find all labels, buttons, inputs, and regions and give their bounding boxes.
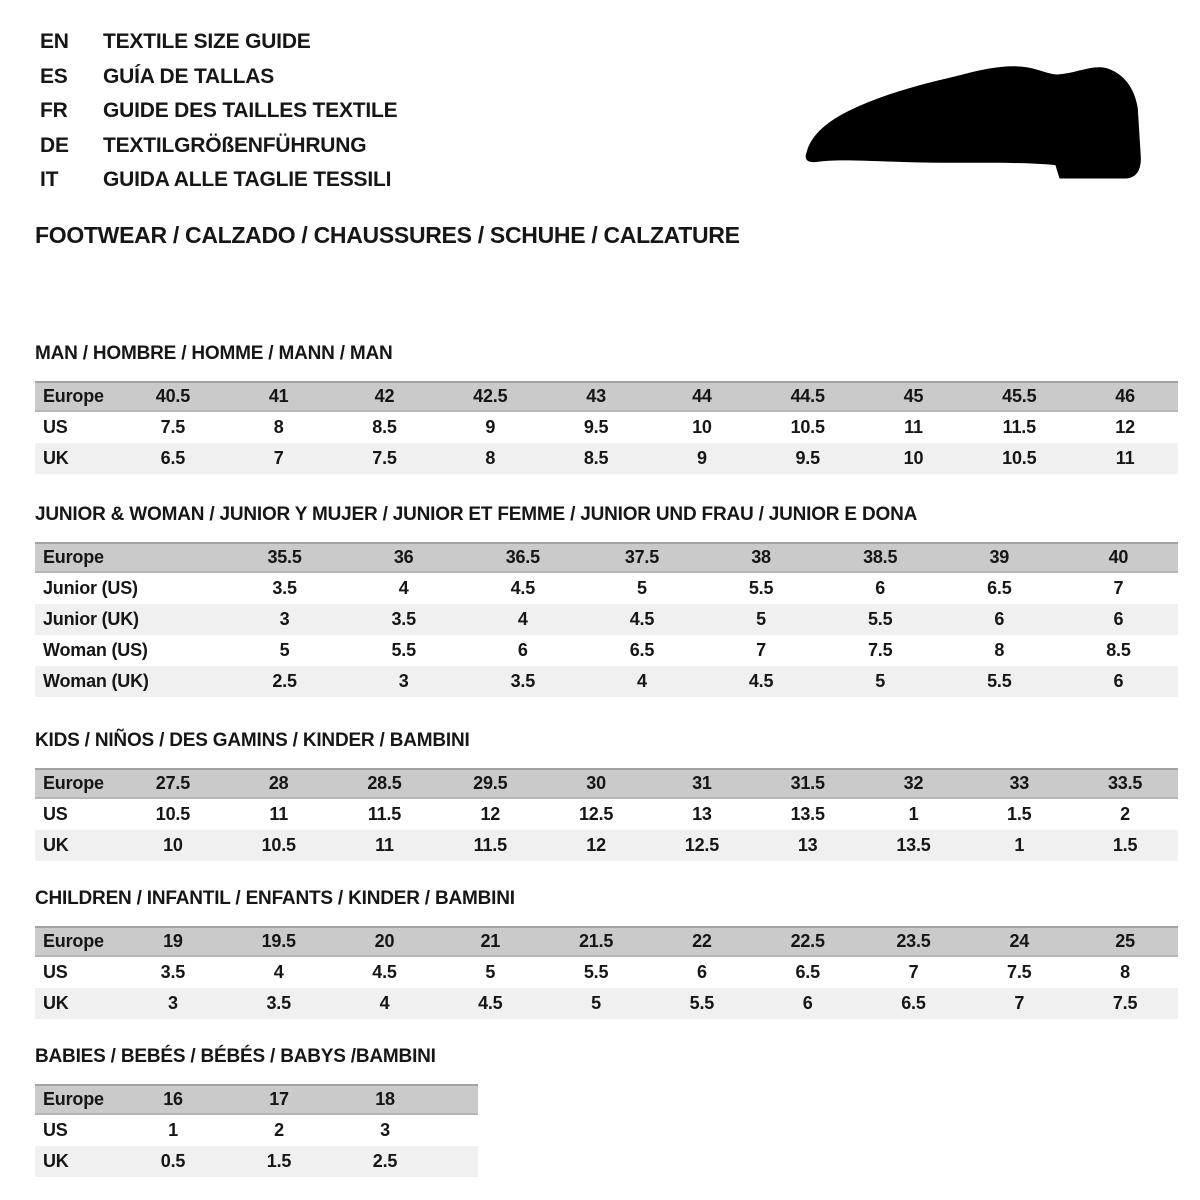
section-title-junior-woman: JUNIOR & WOMAN / JUNIOR Y MUJER / JUNIOR ET FEMME / JUNIOR UND FRAU / JUNIOR E DONA: [35, 504, 918, 525]
size-value: 7.5: [160, 417, 186, 437]
size-table-man: [35, 381, 1178, 474]
size-value: 5.5: [391, 640, 416, 660]
size-value: 42.5: [437, 382, 543, 411]
size-row: [35, 988, 1178, 1019]
size-value: 12.5: [578, 804, 614, 824]
size-value: 13.5: [790, 804, 825, 824]
size-value: 4.5: [510, 578, 536, 598]
size-value: 28.5: [332, 769, 438, 798]
size-value: 10: [120, 830, 226, 861]
size-value: 7: [908, 962, 919, 982]
size-value: 9.5: [755, 443, 861, 474]
size-value: 0.5: [120, 1146, 226, 1177]
size-value: 17: [226, 1085, 332, 1114]
row-label: Woman (US): [43, 640, 148, 660]
size-value: 31.5: [755, 769, 861, 798]
size-value: 6.5: [987, 578, 1012, 598]
size-value: 4: [332, 988, 438, 1019]
size-value: 3.5: [272, 578, 297, 598]
size-value: 5.5: [649, 988, 755, 1019]
size-value: 4.5: [437, 988, 543, 1019]
size-value: 5: [702, 604, 821, 635]
size-value: 6: [755, 988, 861, 1019]
size-value: 22: [649, 927, 755, 956]
size-value: 43: [543, 382, 649, 411]
size-row: [35, 666, 1178, 697]
section-title-kids: KIDS / NIÑOS / DES GAMINS / KINDER / BAMBINI: [35, 730, 470, 751]
section-man: [35, 343, 1178, 474]
size-value: 11: [269, 804, 289, 824]
shoe-icon: [800, 58, 1145, 198]
size-value: 7.5: [867, 640, 893, 660]
row-label: Europe: [35, 1085, 120, 1114]
size-row: [35, 798, 1178, 830]
size-row: [35, 572, 1178, 604]
row-label: US: [43, 962, 68, 982]
size-value: 2.5: [332, 1146, 438, 1177]
size-value: 19: [120, 927, 226, 956]
size-value: 9: [649, 443, 755, 474]
size-value: 36: [344, 543, 463, 572]
size-value: 45.5: [966, 382, 1072, 411]
row-label: Europe: [35, 927, 120, 956]
size-value: 7: [226, 443, 332, 474]
size-value: 6.5: [795, 962, 820, 982]
size-value: 3: [380, 1120, 390, 1140]
size-header-row: [35, 927, 1178, 956]
size-value: 5.5: [583, 962, 609, 982]
size-value: 8: [437, 443, 543, 474]
language-title-list: [40, 30, 397, 203]
size-value: 5.5: [821, 604, 940, 635]
size-value: 11.5: [367, 804, 402, 824]
size-value: 5: [821, 666, 940, 697]
size-value: 4: [582, 666, 701, 697]
size-value: 4: [398, 578, 409, 598]
size-value: 1.5: [226, 1146, 332, 1177]
size-value: 44: [649, 382, 755, 411]
size-value: 38.5: [821, 543, 940, 572]
size-value: 11.5: [437, 830, 543, 861]
lang-code: FR: [40, 99, 68, 122]
size-table-kids: [35, 768, 1178, 861]
size-value: 16: [120, 1085, 226, 1114]
size-value: 6: [1059, 604, 1178, 635]
size-value: 45: [861, 382, 967, 411]
lang-label: GUIDA ALLE TAGLIE TESSILI: [103, 168, 392, 191]
lang-row-es: [40, 65, 397, 100]
size-value: 6: [517, 640, 528, 660]
size-value: 7.5: [332, 443, 438, 474]
size-value: 3.5: [160, 962, 186, 982]
size-value: 6.5: [120, 443, 226, 474]
row-label: Europe: [35, 382, 120, 411]
size-value: 8: [994, 640, 1005, 660]
size-value: 5: [279, 640, 290, 660]
size-value: 40: [1059, 543, 1178, 572]
size-value: 10: [861, 443, 967, 474]
size-value: 6: [875, 578, 886, 598]
size-table-babies: [35, 1084, 478, 1177]
size-value: 8: [273, 417, 284, 437]
lang-row-de: [40, 134, 397, 169]
size-value: 32: [861, 769, 967, 798]
size-value: 8.5: [543, 443, 649, 474]
size-value: 4: [273, 962, 284, 982]
size-row: [35, 635, 1178, 666]
row-label: US: [43, 417, 68, 437]
size-value: 11.5: [1002, 417, 1036, 437]
size-value: 6.5: [629, 640, 655, 660]
size-header-row: [35, 1085, 478, 1114]
size-header-row: [35, 543, 1178, 572]
size-value: 19.5: [226, 927, 332, 956]
size-value: 5: [485, 962, 496, 982]
category-title: FOOTWEAR / CALZADO / CHAUSSURES / SCHUHE / CALZATURE: [35, 222, 740, 248]
size-value: 4.5: [582, 604, 701, 635]
size-value: 13: [755, 830, 861, 861]
lang-row-it: [40, 168, 397, 203]
row-label: UK: [35, 443, 120, 474]
size-table-children: [35, 926, 1178, 1019]
size-value: 25: [1072, 927, 1178, 956]
lang-label: GUÍA DE TALLAS: [103, 64, 275, 88]
size-value: 28: [226, 769, 332, 798]
size-value: 1: [908, 804, 919, 824]
size-header-row: [35, 769, 1178, 798]
size-value: 13: [692, 804, 712, 824]
row-label: Europe: [35, 543, 225, 572]
size-value: 12: [543, 830, 649, 861]
size-value: 12.5: [649, 830, 755, 861]
size-value: 22.5: [755, 927, 861, 956]
size-value: 10.5: [226, 830, 332, 861]
size-value: 5: [543, 988, 649, 1019]
size-value: 18: [332, 1085, 438, 1114]
section-children: [35, 888, 1178, 1019]
row-label: UK: [35, 830, 120, 861]
size-value: 13.5: [861, 830, 967, 861]
size-value: 21: [437, 927, 543, 956]
size-value: 35.5: [225, 543, 344, 572]
size-value: 7: [1113, 578, 1124, 598]
size-value: 44.5: [755, 382, 861, 411]
section-title-man: MAN / HOMBRE / HOMME / MANN / MAN: [35, 343, 393, 364]
size-value: 8.5: [1106, 640, 1131, 660]
size-value: 11: [904, 417, 923, 437]
size-value: 3.5: [463, 666, 582, 697]
size-value: 41: [226, 382, 332, 411]
row-label: US: [43, 804, 68, 824]
size-value: 7: [756, 640, 766, 660]
size-row: [35, 830, 1178, 861]
size-value: 4.5: [372, 962, 397, 982]
size-value: 10.5: [790, 417, 825, 437]
size-value: 2: [274, 1120, 284, 1140]
size-value: 2.5: [225, 666, 344, 697]
size-value: 3.5: [226, 988, 332, 1019]
size-row: [35, 604, 1178, 635]
size-header-row: [35, 382, 1178, 411]
size-value: 33.5: [1072, 769, 1178, 798]
size-value: 33: [966, 769, 1072, 798]
size-value: 20: [332, 927, 438, 956]
size-value: 7.5: [1072, 988, 1178, 1019]
size-value: 9.5: [583, 417, 609, 437]
size-value: 3: [225, 604, 344, 635]
size-row: [35, 956, 1178, 988]
lang-code: ES: [40, 64, 68, 88]
size-value: 3: [344, 666, 463, 697]
size-value: 46: [1072, 382, 1178, 411]
size-value: 8: [1120, 962, 1130, 982]
size-value: 6.5: [861, 988, 967, 1019]
size-value: 10.5: [966, 443, 1072, 474]
size-value: 36.5: [463, 543, 582, 572]
size-value: 12: [480, 804, 501, 824]
size-value: 40.5: [120, 382, 226, 411]
size-value: 27.5: [120, 769, 226, 798]
lang-code: EN: [40, 30, 69, 53]
size-value: 11: [1072, 443, 1178, 474]
lang-label: GUIDE DES TAILLES TEXTILE: [103, 99, 398, 122]
size-value: 1: [966, 830, 1072, 861]
filler-cell: [438, 1146, 478, 1177]
size-value: 38: [702, 543, 821, 572]
size-value: 30: [543, 769, 649, 798]
size-value: 3.5: [344, 604, 463, 635]
size-value: 11: [332, 830, 438, 861]
size-value: 4.5: [702, 666, 821, 697]
filler-cell: [438, 1114, 478, 1146]
size-value: 5.5: [748, 578, 774, 598]
size-table-junior-woman: [35, 542, 1178, 697]
size-value: 7.5: [1007, 962, 1032, 982]
filler-cell: [438, 1085, 478, 1114]
row-label: UK: [35, 988, 120, 1019]
size-value: 9: [485, 417, 496, 437]
size-value: 42: [332, 382, 438, 411]
lang-row-fr: [40, 99, 397, 134]
size-value: 39: [940, 543, 1059, 572]
section-kids: [35, 730, 1178, 861]
section-babies: [35, 1046, 478, 1177]
size-value: 1.5: [1072, 830, 1178, 861]
row-label: Europe: [35, 769, 120, 798]
size-value: 1: [168, 1120, 178, 1140]
size-value: 12: [1115, 417, 1135, 437]
size-value: 6: [696, 962, 707, 982]
row-label: UK: [35, 1146, 120, 1177]
size-value: 4: [463, 604, 582, 635]
size-value: 3: [120, 988, 226, 1019]
row-label: Woman (UK): [35, 666, 225, 697]
size-value: 6: [1059, 666, 1178, 697]
size-value: 6: [940, 604, 1059, 635]
size-value: 5.5: [940, 666, 1059, 697]
row-label: Junior (UK): [35, 604, 225, 635]
size-row: [35, 411, 1178, 443]
size-value: 24: [966, 927, 1072, 956]
size-row: [35, 443, 1178, 474]
lang-code: IT: [40, 168, 59, 191]
size-value: 29.5: [437, 769, 543, 798]
section-junior-woman: [35, 504, 1178, 697]
size-value: 10.5: [155, 804, 191, 824]
size-value: 10: [692, 417, 712, 437]
lang-label: TEXTILE SIZE GUIDE: [103, 30, 311, 53]
size-row: [35, 1114, 478, 1146]
size-value: 1.5: [1007, 804, 1032, 824]
size-row: [35, 1146, 478, 1177]
lang-label: TEXTILGRÖßENFÜHRUNG: [103, 133, 367, 157]
lang-row-en: [40, 30, 397, 65]
size-value: 5: [637, 578, 647, 598]
size-value: 2: [1120, 804, 1130, 824]
row-label: US: [43, 1120, 68, 1140]
size-value: 23.5: [861, 927, 967, 956]
size-value: 8.5: [372, 417, 397, 437]
lang-code: DE: [40, 133, 69, 157]
section-title-babies: BABIES / BEBÉS / BÉBÉS / BABYS /BAMBINI: [35, 1046, 436, 1067]
section-title-children: CHILDREN / INFANTIL / ENFANTS / KINDER / BAMBINI: [35, 888, 515, 909]
size-value: 37.5: [582, 543, 701, 572]
size-value: 7: [966, 988, 1072, 1019]
row-label: Junior (US): [43, 578, 138, 598]
size-value: 31: [649, 769, 755, 798]
size-value: 21.5: [543, 927, 649, 956]
